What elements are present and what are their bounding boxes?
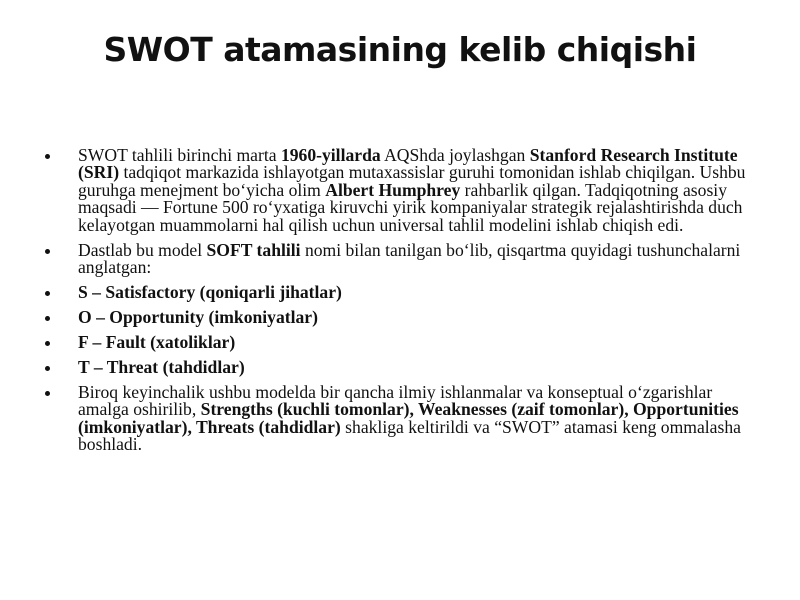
text: SWOT tahlili birinchi marta — [78, 145, 281, 165]
bullet-dot-icon — [45, 366, 50, 371]
bold-text: Strengths (kuchli tomonlar), Weaknesses (zaif tomonlar), Opportunities (imkoniyatlar), Threats (tahdidlar) — [78, 399, 739, 437]
bold-text: Albert Humphrey — [325, 179, 461, 200]
bullet-item — [46, 384, 766, 454]
bold-text: T – Threat (tahdidlar) — [78, 357, 245, 378]
bullet-item — [46, 147, 766, 234]
bullet-item — [46, 309, 766, 326]
bold-text: SOFT tahlili — [206, 239, 301, 260]
bullet-dot-icon — [45, 291, 50, 296]
bullet-item — [46, 334, 766, 351]
text: Biroq keyinchalik ushbu modelda bir qancha ilmiy ishlanmalar va konseptual o‘zgarishlar amalga oshirilib, — [78, 382, 713, 420]
text: shakliga keltirildi va “SWOT” atamasi keng ommalasha boshladi. — [78, 416, 741, 455]
text: AQShda joylashgan — [380, 145, 530, 165]
bullet-item — [46, 284, 766, 301]
text: rahbarlik qilgan. Tadqiqotning asosiy maqsadi — Fortune 500 ro‘yxatiga kiruvchi yirik kompaniyalar strategik rejalashtirishda duch kelayotgan muammolarni hal qilish uchun universal tahlil modelini ishlab chiqish edi. — [78, 179, 743, 235]
bullet-item — [46, 359, 766, 376]
bullet-item — [46, 239, 766, 278]
bullet-dot-icon — [45, 154, 50, 159]
bold-text: F – Fault (xatoliklar) — [78, 332, 236, 353]
bullet-dot-icon — [45, 249, 50, 254]
bullet-list — [46, 147, 766, 461]
text: tadqiqot markazida ishlayotgan mutaxassislar guruhi tomonidan ishlab chiqilgan. Ushbu guruhga menejment bo‘yicha olim — [78, 162, 746, 200]
slide-title: SWOT atamasining kelib chiqishi — [103, 30, 697, 69]
bullet-dot-icon — [45, 341, 50, 346]
bullet-dot-icon — [45, 391, 50, 396]
bold-text: O – Opportunity (imkoniyatlar) — [78, 307, 318, 328]
bold-text: 1960-yillarda — [280, 145, 381, 165]
bold-text: Stanford Research Institute (SRI) — [78, 145, 738, 183]
bullet-dot-icon — [45, 316, 50, 321]
bold-text: S – Satisfactory (qoniqarli jihatlar) — [78, 282, 342, 303]
text: Dastlab bu model — [78, 239, 207, 260]
text: nomi bilan tanilgan bo‘lib, qisqartma quyidagi tushunchalarni anglatgan: — [78, 239, 741, 278]
